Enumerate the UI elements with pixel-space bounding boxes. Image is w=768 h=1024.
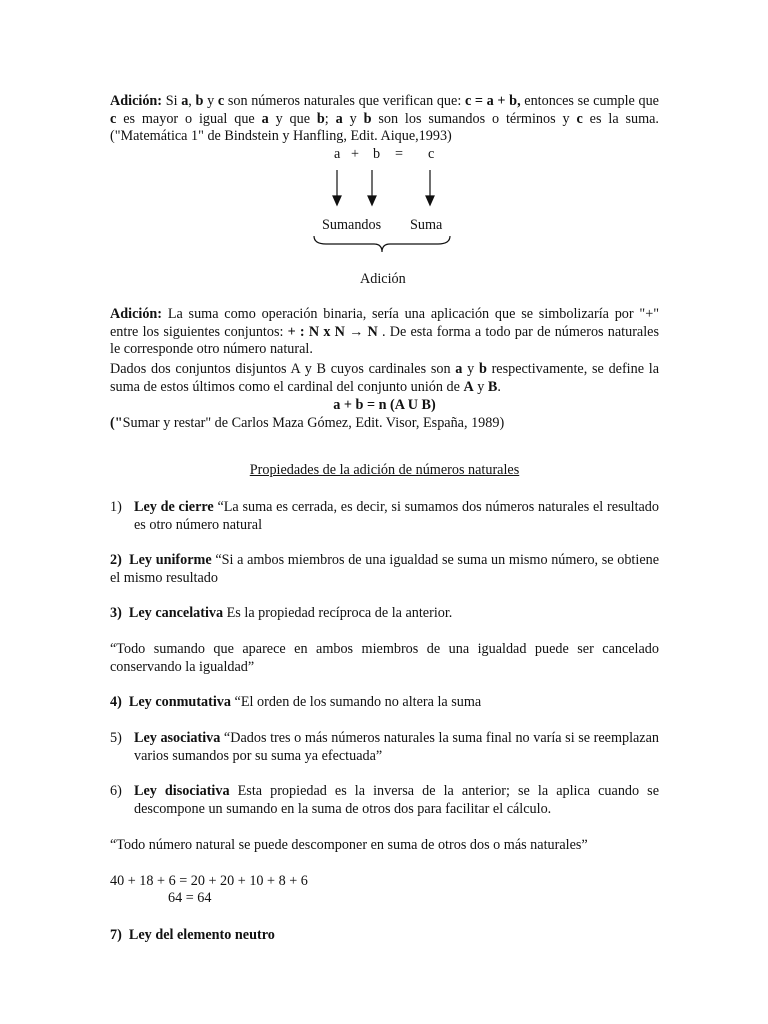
decomposition-example-line-1: 40 + 18 + 6 = 20 + 20 + 10 + 8 + 6 — [110, 873, 308, 889]
addition-heading-2: Adición: — [110, 306, 163, 322]
property-6: 6) Ley disociativa Esta propiedad es la inversa de la anterior; se la aplica cuando se descompone un sumando en la suma de otros dos para facilitar el cálculo. — [110, 783, 659, 817]
property-name: Ley disociativa — [134, 783, 230, 799]
diagram-sumandos-label: Sumandos — [322, 217, 382, 233]
property-name: Ley uniforme — [129, 552, 212, 568]
property-3: 3) Ley cancelativa Es la propiedad recíproca de la anterior. — [110, 605, 453, 621]
cardinal-formula: a + b = n (A U B) — [333, 397, 436, 413]
down-arrow-icon — [368, 170, 376, 205]
diagram-equals: = — [395, 146, 404, 162]
property-3-quote: “Todo sumando que aparece en ambos miembros de una igualdad puede ser cancelado conservando la igualdad” — [110, 641, 659, 675]
property-name: Ley conmutativa — [128, 694, 231, 710]
addition-heading: Adición: — [110, 93, 163, 109]
property-4: 4) Ley conmutativa “El orden de los sumando no altera la suma — [110, 694, 482, 710]
diagram-c: c — [428, 146, 435, 162]
operation-notation: + : N x N → N — [287, 323, 378, 340]
diagram-plus: + — [351, 146, 360, 162]
down-arrow-icon — [426, 170, 434, 205]
diagram-suma-label: Suma — [410, 217, 443, 233]
property-name: Ley de cierre — [134, 499, 214, 515]
property-1: 1) Ley de cierre “La suma es cerrada, es decir, si sumamos dos números naturales el resultado es otro número natural — [110, 499, 659, 533]
curly-brace-icon — [312, 234, 452, 256]
reference-line: ("Sumar y restar" de Carlos Maza Gómez, Edit. Visor, España, 1989) — [110, 415, 505, 431]
properties-title: Propiedades de la adición de números naturales — [249, 462, 520, 478]
diagram-arrows — [330, 168, 440, 208]
property-name: Ley del elemento neutro — [128, 927, 275, 943]
diagram-adicion-label: Adición — [360, 271, 406, 287]
diagram-a: a — [334, 146, 341, 162]
property-name: Ley cancelativa — [128, 605, 224, 621]
property-2: 2) Ley uniforme “Si a ambos miembros de una igualdad se suma un mismo número, se obtiene el mismo resultado — [110, 552, 660, 586]
binary-operation-paragraph: Adición: La suma como operación binaria, sería una aplicación que se simbolizaría por "+" entre los siguientes conjuntos: + : N x N → N . De esta forma a todo par de números naturales le corresponde otro número natural. — [110, 306, 659, 357]
property-5: 5) Ley asociativa “Dados tres o más números naturales la suma final no varía si se reemplazan varios sumandos por su suma ya efectuada” — [110, 730, 660, 764]
addition-equation: c = a + b, — [464, 93, 521, 109]
property-6-quote: “Todo número natural se puede descomponer en suma de otros dos o más naturales” — [110, 837, 588, 853]
down-arrow-icon — [333, 170, 341, 205]
decomposition-example-line-2: 64 = 64 — [168, 890, 212, 906]
property-name: Ley asociativa — [134, 730, 221, 746]
property-7: 7) Ley del elemento neutro — [110, 927, 275, 943]
addition-definition-paragraph: Adición: Si a, b y c son números naturales que verifican que: c = a + b, entonces se cumple que c es mayor o igual que a y que b; a y b son los sumandos o términos y c es la suma. ("Matemática 1" de Bindstein y Hanfling, Edit. Aique,1993) — [110, 93, 659, 144]
disjoint-sets-paragraph: Dados dos conjuntos disjuntos A y B cuyos cardinales son a y b respectivamente, se define la suma de estos últimos como el cardinal del conjunto unión de A y B. — [110, 361, 659, 395]
diagram-b: b — [373, 146, 381, 162]
